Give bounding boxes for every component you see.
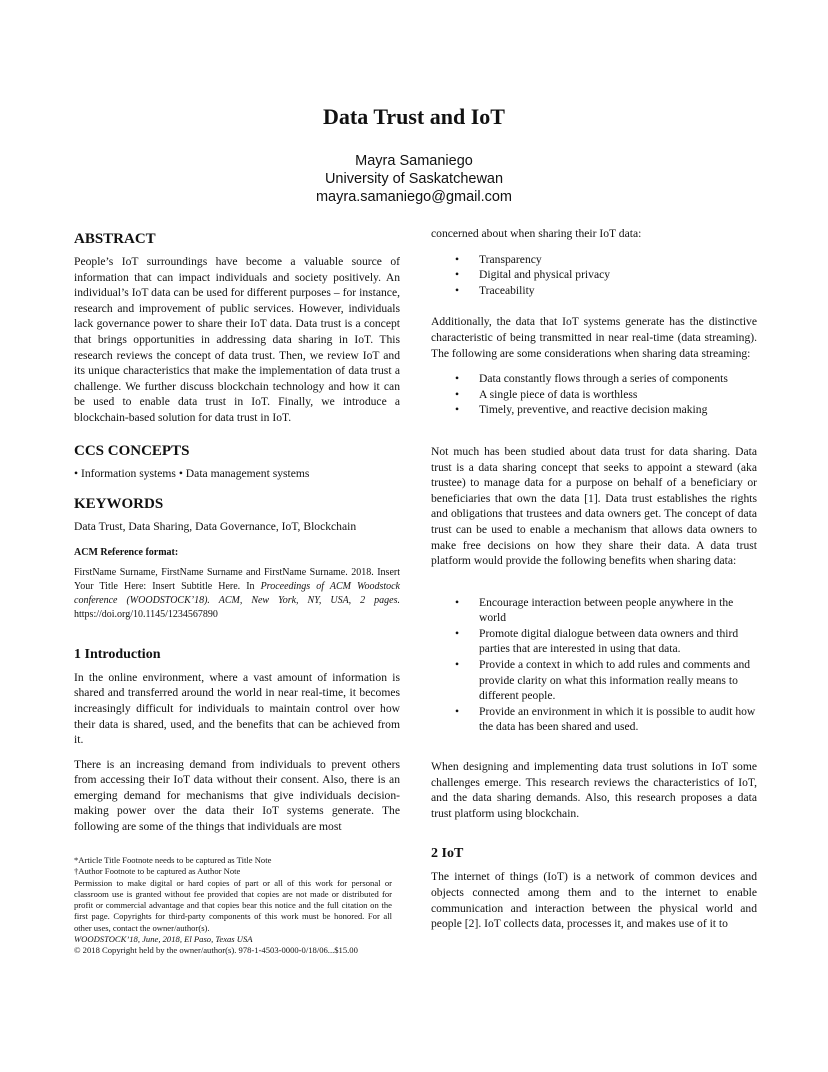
bullet-icon: • (455, 626, 460, 640)
bullet-icon: • (455, 595, 460, 609)
acm-reference-plain: FirstName Surname, FirstName Surname and FirstName Surname. 2018. Insert Your Title Here: Insert Subtitle Here. In (74, 566, 400, 592)
list-item: • Digital and physical privacy (455, 268, 611, 282)
concerns-list (431, 252, 757, 299)
ccs-text: • Information systems • Data management systems (74, 466, 310, 480)
iot-heading: 2 IoT (431, 846, 464, 862)
bullet-icon: • (455, 403, 460, 417)
list-item: • Timely, preventive, and reactive decision making (455, 403, 708, 417)
iot-paragraph-1: The internet of things (IoT) is a network of common devices and objects connected among them and to the internet to enable communication and interaction between the physical world and people [2]. IoT collects data, processes it, and makes use of it to (431, 870, 757, 931)
bullet-icon: • (455, 387, 460, 401)
bullet-icon: • (455, 268, 460, 282)
intro-paragraph-2: There is an increasing demand from individuals to prevent others from accessing their IoT data without their consent. Also, there is an emerging demand for mechanisms that give individuals decision-making power over the data their IoT systems generate. The following are some of the things that individuals are most (74, 757, 400, 834)
streaming-list (431, 371, 757, 418)
footnote-permission: Permission to make digital or hard copies of part or all of this work for personal or classroom use is granted without fee provided that copies are not made or distributed for profit or commercial advantage and that copies bear this notice and the full citation on the first page. Copyrights for third-party components of this work must be honored. For all other uses, contact the owner/author(s). (74, 877, 392, 933)
acm-reference-heading: ACM Reference format: (74, 546, 179, 558)
footnotes (74, 855, 392, 957)
list-item: • Traceability (455, 283, 535, 297)
acm-reference-doi[interactable]: https://doi.org/10.1145/1234567890 (74, 608, 218, 620)
benefits-list (431, 595, 757, 735)
abstract-text: People’s IoT surroundings have become a valuable source of information that can impact individuals and society positively. An individual’s IoT data can be used for different purposes – for instance, research and improvement of public services. However, individuals lack governance power to share their IoT data. Data trust is a concept that brings opportunities in addressing data sharing in IoT. This research reviews the concept of data trust. Then, we review IoT and its unique characteristics that make the implementation of data trust a challenge. We further discuss blockchain technology and how it can be used to enable data trust in IoT. Finally, we introduce a blockchain-based solution for data trust in IoT. (74, 255, 400, 424)
bullet-icon: • (455, 372, 460, 386)
list-item: • Promote digital dialogue between data owners and third parties that are interested in using that data. (455, 626, 739, 656)
footnote-title: *Article Title Footnote needs to be captured as Title Note (74, 855, 272, 865)
footnote-copyright: © 2018 Copyright held by the owner/author(s). 978-1-4503-0000-0/18/06...$15.00 (74, 945, 358, 956)
list-item: • Encourage interaction between people anywhere in the world (455, 595, 734, 625)
keywords-heading: KEYWORDS (74, 496, 164, 513)
list-item: • A single piece of data is worthless (455, 387, 638, 401)
abstract-heading: ABSTRACT (74, 231, 156, 247)
bullet-icon: • (455, 283, 460, 297)
right-column (431, 226, 757, 932)
footnote-venue: WOODSTOCK’18, June, 2018, El Paso, Texas USA (74, 934, 253, 945)
intro-paragraph-2-continued: concerned about when sharing their IoT data: (431, 227, 642, 240)
list-item: • Provide an environment in which it is possible to audit how the data has been shared and used. (455, 704, 756, 734)
intro-paragraph-5: When designing and implementing data trust solutions in IoT some challenges emerge. This research reviews the characteristics of IoT, and the data sharing demands. Also, this research proposes a data trust platform using blockchain. (431, 760, 757, 820)
author-name: Mayra Samaniego (355, 153, 473, 169)
left-column (74, 230, 400, 835)
footnote-author: †Author Footnote to be captured as Author Note (74, 866, 241, 877)
intro-heading: 1 Introduction (74, 646, 161, 662)
paper-title: Data Trust and IoT (323, 104, 505, 129)
list-item: • Data constantly flows through a series of components (455, 372, 728, 386)
list-item: • Provide a context in which to add rules and comments and provide clarity on what this information really means to different people. (455, 658, 751, 703)
author-email: mayra.samaniego@gmail.com (315, 189, 513, 205)
ccs-heading: CCS CONCEPTS (74, 442, 190, 459)
list-item: • Transparency (455, 252, 542, 266)
keywords-text: Data Trust, Data Sharing, Data Governance, IoT, Blockchain (74, 520, 357, 534)
bullet-icon: • (455, 704, 460, 718)
intro-paragraph-1: In the online environment, where a vast amount of information is shared and transferred around the world in near real-time, it becomes increasingly difficult for individuals to maintain control over how their data is shared, used, and the benefits that can be achieved from it. (74, 670, 400, 747)
acm-reference-italic: Proceedings of ACM Woodstock conference (WOODSTOCK’18). ACM, New York, NY, USA, 2 pages. (74, 580, 400, 606)
intro-paragraph-3: Additionally, the data that IoT systems generate has the distinctive characteristic of being transmitted in near real-time (data streaming). The following are some considerations when sharing data streaming: (431, 315, 757, 360)
author-affiliation: University of Saskatchewan (324, 171, 504, 187)
bullet-icon: • (455, 252, 460, 266)
intro-paragraph-4: Not much has been studied about data trust for data sharing. Data trust is a data sharing concept that seeks to appoint a steward (aka trustee) to manage data for a purpose on behalf of a beneficiary or beneficiaries that own the data [1]. Data trust establishes the rights and obligations that trustees and data owners get. The concept of data trust can be used to enable a mechanism that allows data owners to make free decisions on how they share their data. A data trust platform would provide the following benefits when sharing data: (431, 444, 757, 568)
acm-reference-text (74, 566, 400, 622)
bullet-icon: • (455, 658, 460, 672)
